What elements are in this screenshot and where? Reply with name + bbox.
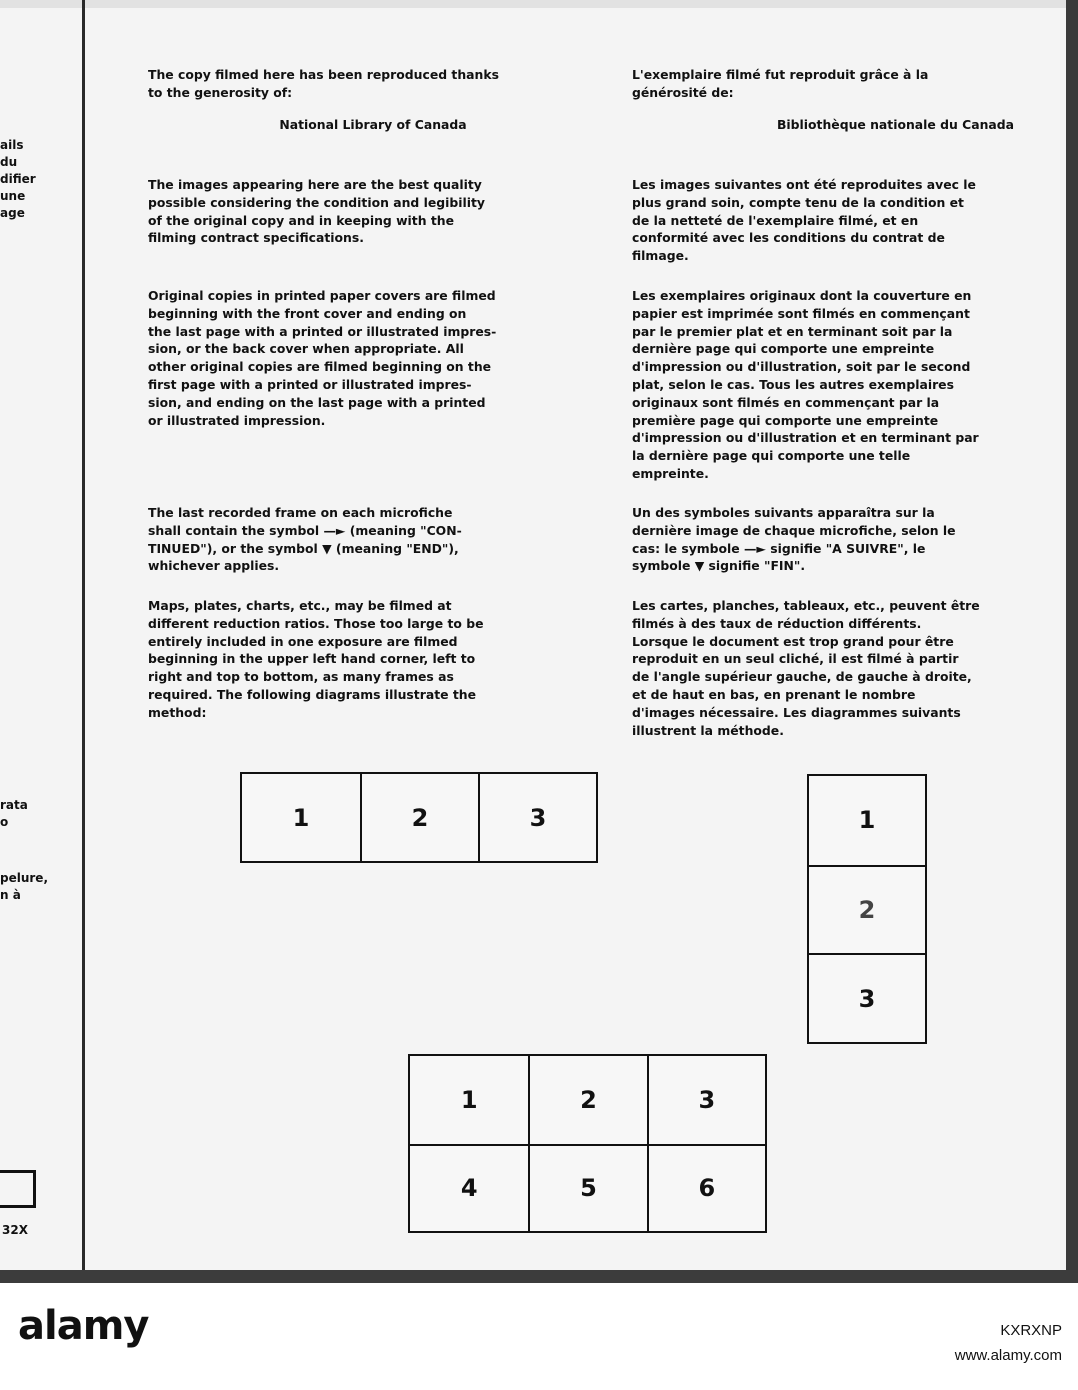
grid-frames-diagram: [408, 1054, 767, 1233]
page-top-edge: [0, 0, 1078, 8]
frame-cell: 1: [292, 803, 310, 832]
page-right-edge: [1066, 0, 1078, 1283]
french-originals-paragraph: [632, 287, 1052, 483]
frame-cell: 2: [528, 1056, 646, 1144]
french-maps-text: Les cartes, planches, tableaux, etc., peuvent être filmés à des taux de réduction différents. Lorsque le document est trop grand pour être reproduit en un seul cliché, il est filmé à partir de l'angle supérieur gauche, de gauche à droite, et de haut en bas, en prenant le nombre d'images nécessaire. Les diagrammes suivants illustrent la méthode.: [632, 598, 980, 738]
frame-cell: 1: [460, 1085, 478, 1114]
resolution-label: 32X: [2, 1223, 28, 1237]
french-heading-line1: L'exemplaire filmé fut reproduit grâce à la: [632, 67, 929, 82]
alamy-logo: alamy: [18, 1303, 149, 1349]
horizontal-frames-diagram: [240, 772, 598, 863]
frame-cell: 5: [528, 1144, 646, 1232]
english-institution: [148, 116, 598, 134]
frame-cell: 6: [647, 1144, 765, 1232]
frame-cell: 3: [478, 774, 596, 861]
french-quality-text: Les images suivantes ont été reproduites avec le plus grand soin, compte tenu de la condition et de la netteté de l'exemplaire filmé, et en conformité avec les conditions du contrat de filmage.: [632, 177, 976, 264]
english-quality-paragraph: [148, 176, 568, 247]
french-quality-paragraph: [632, 176, 1052, 265]
french-originals-text: Les exemplaires originaux dont la couverture en papier est imprimée sont filmés en commençant par le premier plat et en terminant soit par la dernière page qui comporte une empreinte d'impression ou d'illustration, soit par le second plat, selon le cas. Tous les autres exemplaires originaux sont filmés en commençant par la première page qui comporte une empreinte d'impression ou d'illustration et en terminant par la dernière page qui comporte une telle empreinte.: [632, 288, 979, 481]
english-heading: [148, 66, 548, 102]
left-fragment-2: rata o: [0, 798, 28, 829]
french-heading: [632, 66, 1052, 102]
english-heading-line2: to the generosity of:: [148, 84, 293, 100]
watermark-url: www.alamy.com: [954, 1347, 1062, 1364]
resolution-target-box: [0, 1170, 36, 1208]
left-fragment-1: ails du difier une age: [0, 138, 36, 220]
frame-cell: 4: [410, 1144, 528, 1232]
vertical-frames-diagram: [807, 774, 927, 1044]
page-fold-line: [82, 0, 85, 1283]
frame-cell: 2: [809, 865, 925, 954]
french-symbols-paragraph: [632, 504, 1052, 575]
english-symbols-text: The last recorded frame on each microfiche shall contain the symbol —► (meaning "CON- TINUED"), or the symbol ▼ (meaning "END"), whichever applies.: [148, 505, 462, 574]
left-fragment-3: pelure, n à: [0, 871, 48, 902]
english-originals-paragraph: [148, 287, 568, 429]
frame-cell: 3: [809, 953, 925, 1042]
french-institution-name: Bibliothèque nationale du Canada: [776, 117, 1014, 132]
english-institution-name: National Library of Canada: [279, 117, 467, 132]
french-heading-line2: générosité de:: [632, 84, 734, 100]
french-institution: [632, 116, 1014, 134]
frame-cell: 2: [360, 774, 478, 861]
frame-cell: 1: [858, 806, 876, 835]
english-heading-line1: The copy filmed here has been reproduced thanks: [148, 67, 499, 82]
french-symbols-text: Un des symboles suivants apparaîtra sur la dernière image de chaque microfiche, selon le cas: le symbole —► signifie "A SUIVRE", le symbole ▼ signifie "FIN".: [632, 505, 956, 574]
english-quality-text: The images appearing here are the best quality possible considering the condition and legibility of the original copy and in keeping with the filming contract specifications.: [148, 177, 485, 246]
watermark-footer: [0, 1283, 1078, 1390]
page-bottom-edge: [0, 1270, 1078, 1283]
french-maps-paragraph: [632, 597, 1052, 739]
english-originals-text: Original copies in printed paper covers are filmed beginning with the front cover and ending on the last page with a printed or illustrated impres- sion, or the back cover when appropriate. All other original copies are filmed beginning on the first page with a printed or illustrated impres- sion, and ending on the last page with a printed or illustrated impression.: [148, 288, 497, 428]
english-maps-text: Maps, plates, charts, etc., may be filmed at different reduction ratios. Those too large to be entirely included in one exposure are filmed beginning in the upper left hand corner, left to right and top to bottom, as many frames as required. The following diagrams illustrate the method:: [148, 598, 484, 720]
image-id: KXRXNP: [1000, 1322, 1062, 1339]
english-maps-paragraph: [148, 597, 568, 722]
frame-cell: 3: [647, 1056, 765, 1144]
english-symbols-paragraph: [148, 504, 568, 575]
